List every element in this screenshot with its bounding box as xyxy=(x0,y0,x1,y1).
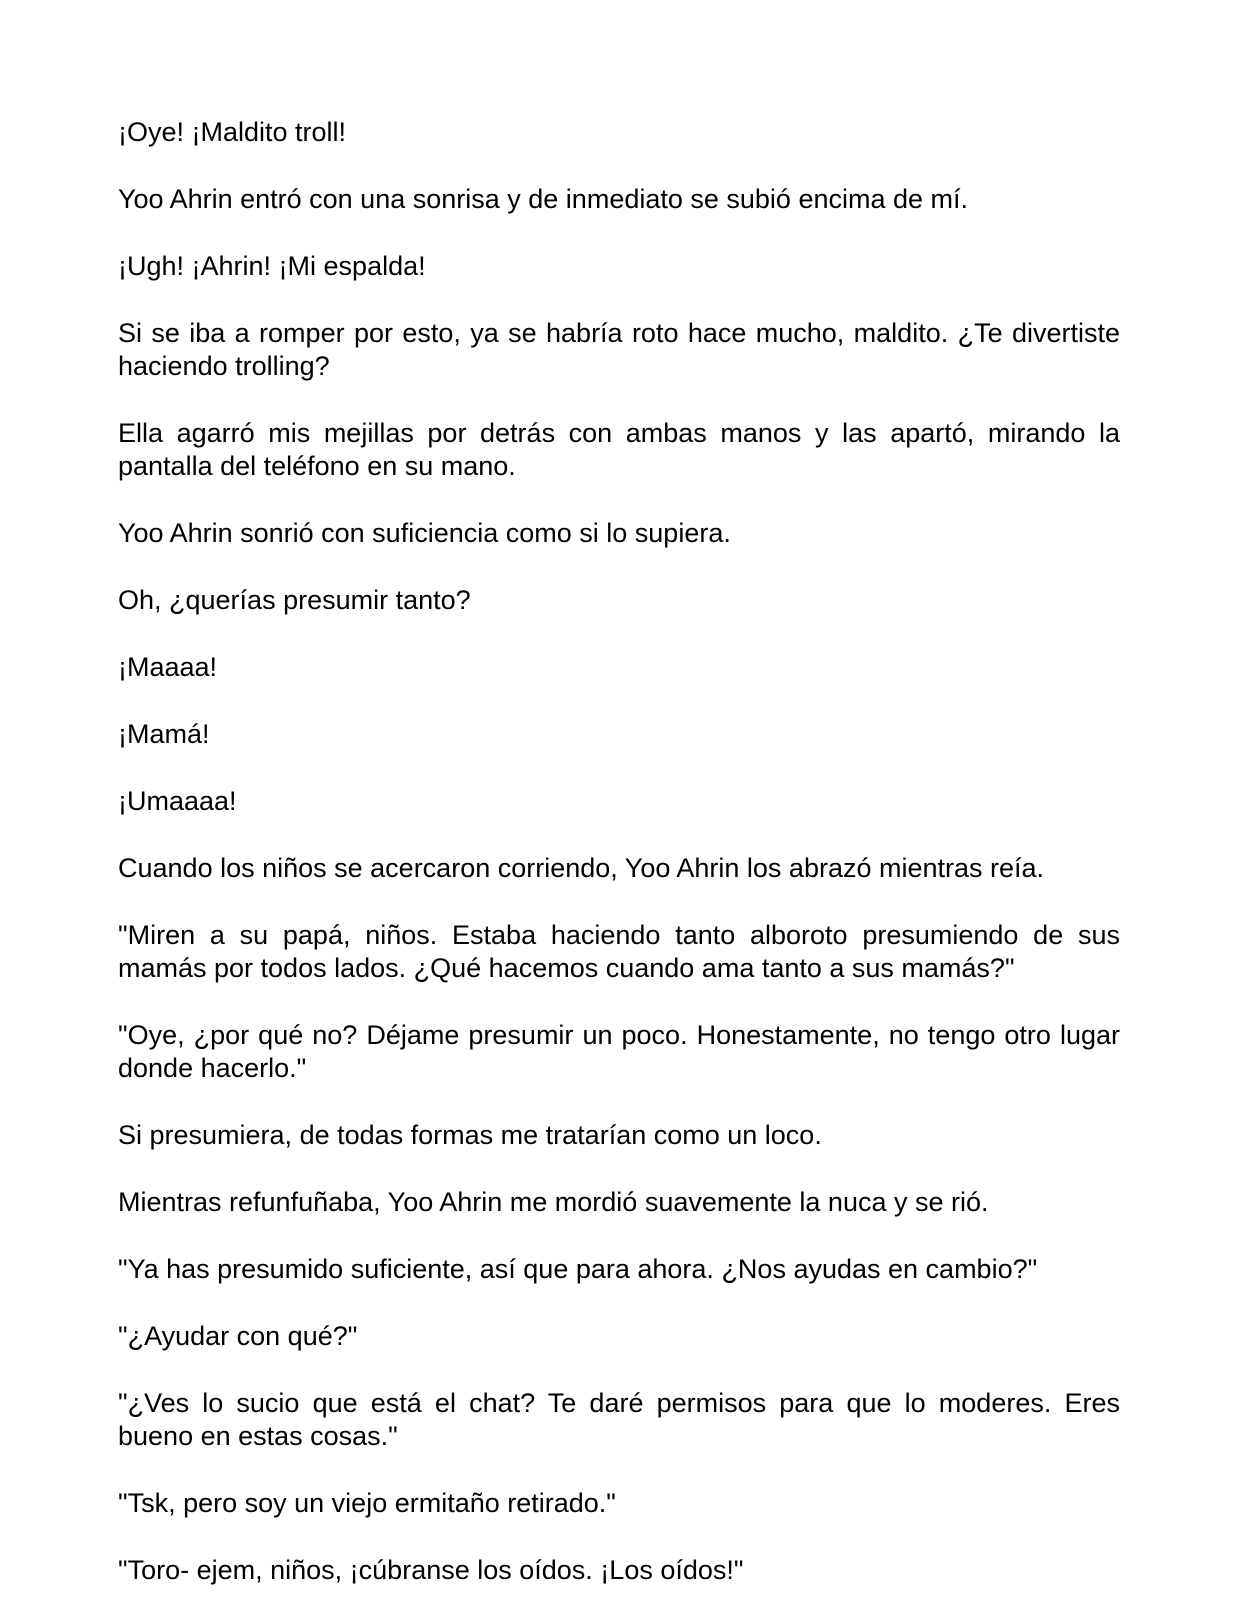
paragraph: "¿Ayudar con qué?" xyxy=(118,1321,358,1351)
paragraph: "Ya has presumido suficiente, así que para ahora. ¿Nos ayudas en cambio?" xyxy=(118,1254,1038,1284)
paragraph: ¡Umaaaa! xyxy=(118,786,237,816)
paragraph: ¡Maaaa! xyxy=(118,652,218,682)
paragraph: ¡Mamá! xyxy=(118,719,210,749)
paragraph: Cuando los niños se acercaron corriendo, Yoo Ahrin los abrazó mientras reía. xyxy=(118,853,1045,883)
paragraph: "Tsk, pero soy un viejo ermitaño retirado." xyxy=(118,1488,616,1518)
document-body xyxy=(118,116,1120,1621)
paragraph: "Miren a su papá, niños. Estaba haciendo tanto alboroto presumiendo de sus mamás por todos lados. ¿Qué hacemos cuando ama tanto a sus mamás?" xyxy=(118,920,1120,983)
paragraph: "¿Ves lo sucio que está el chat? Te daré permisos para que lo moderes. Eres bueno en estas cosas." xyxy=(118,1388,1120,1451)
paragraph: Ella agarró mis mejillas por detrás con ambas manos y las apartó, mirando la pantalla del teléfono en su mano. xyxy=(118,418,1120,481)
paragraph: Yoo Ahrin entró con una sonrisa y de inmediato se subió encima de mí. xyxy=(118,184,969,214)
paragraph: Yoo Ahrin sonrió con suficiencia como si lo supiera. xyxy=(118,518,731,548)
paragraph: Oh, ¿querías presumir tanto? xyxy=(118,585,471,615)
paragraph: Si se iba a romper por esto, ya se habría roto hace mucho, maldito. ¿Te divertiste haciendo trolling? xyxy=(118,318,1120,381)
paragraph: "Toro- ejem, niños, ¡cúbranse los oídos. ¡Los oídos!" xyxy=(118,1555,744,1585)
paragraph: "Oye, ¿por qué no? Déjame presumir un poco. Honestamente, no tengo otro lugar donde hacerlo." xyxy=(118,1020,1120,1083)
paragraph: ¡Oye! ¡Maldito troll! xyxy=(118,117,347,147)
paragraph: ¡Ugh! ¡Ahrin! ¡Mi espalda! xyxy=(118,251,426,281)
paragraph: Mientras refunfuñaba, Yoo Ahrin me mordió suavemente la nuca y se rió. xyxy=(118,1187,989,1217)
paragraph: Si presumiera, de todas formas me tratarían como un loco. xyxy=(118,1120,822,1150)
